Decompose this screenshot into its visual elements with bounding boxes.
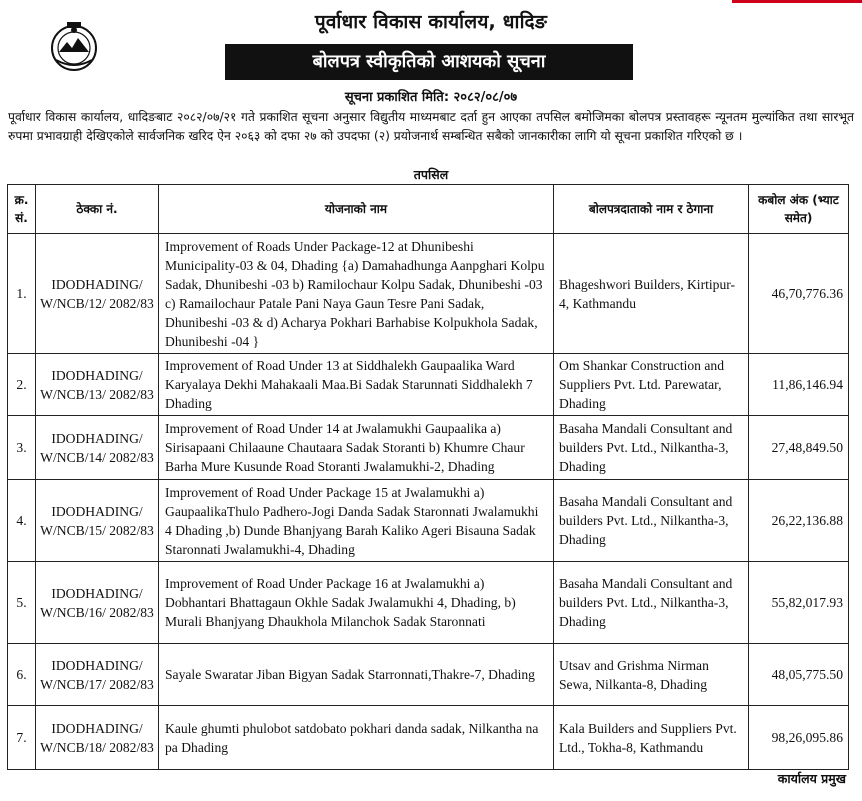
serial-cell: 4. (8, 480, 36, 562)
bidder-cell: Utsav and Grishma Nirman Sewa, Nilkanta-8, Dhading (554, 644, 749, 706)
bidder-cell: Bhageshwori Builders, Kirtipur-4, Kathmandu (554, 234, 749, 354)
project-cell: Improvement of Road Under Package 15 at Jwalamukhi a) GaupaalikaThulo Padhero-Jogi Danda Sadak Staronnati Jwalamukhi 4 Dhading ,b) Dunde Bhanjyang Barah Kaliko Ageri Bisauna Sadak Staronnati Jwalamukhi-4, Dhading (159, 480, 554, 562)
amount-cell: 46,70,776.36 (749, 234, 849, 354)
table-row (8, 706, 849, 770)
header-contract-no: ठेक्का नं. (36, 185, 159, 234)
amount-cell: 98,26,095.86 (749, 706, 849, 770)
table-row (8, 480, 849, 562)
bidder-cell: Basaha Mandali Consultant and builders Pvt. Ltd., Nilkantha-3, Dhading (554, 562, 749, 644)
amount-cell: 48,05,775.50 (749, 644, 849, 706)
bid-award-table (7, 184, 849, 770)
serial-cell: 3. (8, 416, 36, 480)
amount-cell: 11,86,146.94 (749, 354, 849, 416)
serial-cell: 7. (8, 706, 36, 770)
amount-cell: 26,22,136.88 (749, 480, 849, 562)
table-row (8, 562, 849, 644)
serial-cell: 1. (8, 234, 36, 354)
top-accent-rule (732, 0, 862, 3)
serial-cell: 6. (8, 644, 36, 706)
table-row (8, 354, 849, 416)
project-cell: Improvement of Roads Under Package-12 at Dhunibeshi Municipality-03 & 04, Dhading {a) Damahadhunga Aanpghari Kolpu Sadak, Dhunibeshi -03 b) Ramilochaur Kolpu Sadak, Dhunibeshi -03 c) Ramailochaur Patale Pani Naya Gaun Tesre Pani Sadak, Dhunibeshi -03 & d) Acharya Pokhari Barhabise Kolpukhola Sadak, Dhunibeshi -04 } (159, 234, 554, 354)
intro-paragraph: पूर्वाधार विकास कार्यालय, धादिङबाट २०८२/०७/२१ गते प्रकाशित सूचना अनुसार विद्युतीय माध्यमबाट दर्ता हुन आएका तपसिल बमोजिमका बोलपत्र प्रस्तावहरू न्यूनतम मुल्यांकित तथा सारभूत रुपमा प्रभावग्राही देखिएकोले सार्वजनिक खरिद ऐन २०६३ को दफा २७ को उपदफा (२) प्रयोजनार्थ सम्बन्धित सबैको जानकारीका लागि यो सूचना प्रकाशित गरिएको छ । (8, 110, 854, 143)
contract-cell: IDODHADING/ W/NCB/15/ 2082/83 (36, 480, 159, 562)
contract-cell: IDODHADING/ W/NCB/14/ 2082/83 (36, 416, 159, 480)
contract-cell: IDODHADING/ W/NCB/12/ 2082/83 (36, 234, 159, 354)
bidder-cell: Basaha Mandali Consultant and builders Pvt. Ltd., Nilkantha-3, Dhading (554, 480, 749, 562)
project-cell: Improvement of Road Under Package 16 at Jwalamukhi a) Dobhantari Bhattagaun Okhle Sadak Jwalamukhi 4, Dhading, b) Murali Bhanjyang Dhaukhola Milanchok Sadak Staronnati (159, 562, 554, 644)
header-bidder: बोलपत्रदाताको नाम र ठेगाना (554, 185, 749, 234)
bidder-cell: Kala Builders and Suppliers Pvt. Ltd., Tokha-8, Kathmandu (554, 706, 749, 770)
signature-office-chief: कार्यालय प्रमुख (777, 771, 846, 786)
header-amount: कबोल अंक (भ्याट समेत) (749, 185, 849, 234)
contract-cell: IDODHADING/ W/NCB/16/ 2082/83 (36, 562, 159, 644)
amount-cell: 27,48,849.50 (749, 416, 849, 480)
bidder-cell: Basaha Mandali Consultant and builders Pvt. Ltd., Nilkantha-3, Dhading (554, 416, 749, 480)
project-cell: Kaule ghumti phulobot satdobato pokhari danda sadak, Nilkantha na pa Dhading (159, 706, 554, 770)
serial-cell: 5. (8, 562, 36, 644)
project-cell: Improvement of Road Under 14 at Jwalamukhi Gaupaalika a) Sirisapaani Chilaaune Chautaara Sadak Storanti b) Khumre Chaur Barha Mure Kusunde Road Storanti Jwalamukhi-2, Dhading (159, 416, 554, 480)
contract-cell: IDODHADING/ W/NCB/13/ 2082/83 (36, 354, 159, 416)
contract-cell: IDODHADING/ W/NCB/18/ 2082/83 (36, 706, 159, 770)
notice-title-banner: बोलपत्र स्वीकृतिको आशयको सूचना (225, 44, 633, 80)
table-title: तपसिल (413, 167, 449, 182)
table-row (8, 644, 849, 706)
table-header-row (8, 185, 849, 234)
project-cell: Improvement of Road Under 13 at Siddhalekh Gaupaalika Ward Karyalaya Dekhi Mahakaali Maa.Bi Sadak Starunnati Siddhalekh 7 Dhading (159, 354, 554, 416)
header-serial: क्र. सं. (8, 185, 36, 234)
office-name: पूर्वाधार विकास कार्यालय, धादिङ (314, 11, 548, 33)
amount-cell: 55,82,017.93 (749, 562, 849, 644)
serial-cell: 2. (8, 354, 36, 416)
project-cell: Sayale Swaratar Jiban Bigyan Sadak Starronnati,Thakre-7, Dhading (159, 644, 554, 706)
contract-cell: IDODHADING/ W/NCB/17/ 2082/83 (36, 644, 159, 706)
table-row (8, 234, 849, 354)
table-row (8, 416, 849, 480)
publish-date: सूचना प्रकाशित मिति: २०८२/०८/०७ (344, 90, 518, 105)
bidder-cell: Om Shankar Construction and Suppliers Pvt. Ltd. Parewatar, Dhading (554, 354, 749, 416)
header-project-name: योजनाको नाम (159, 185, 554, 234)
